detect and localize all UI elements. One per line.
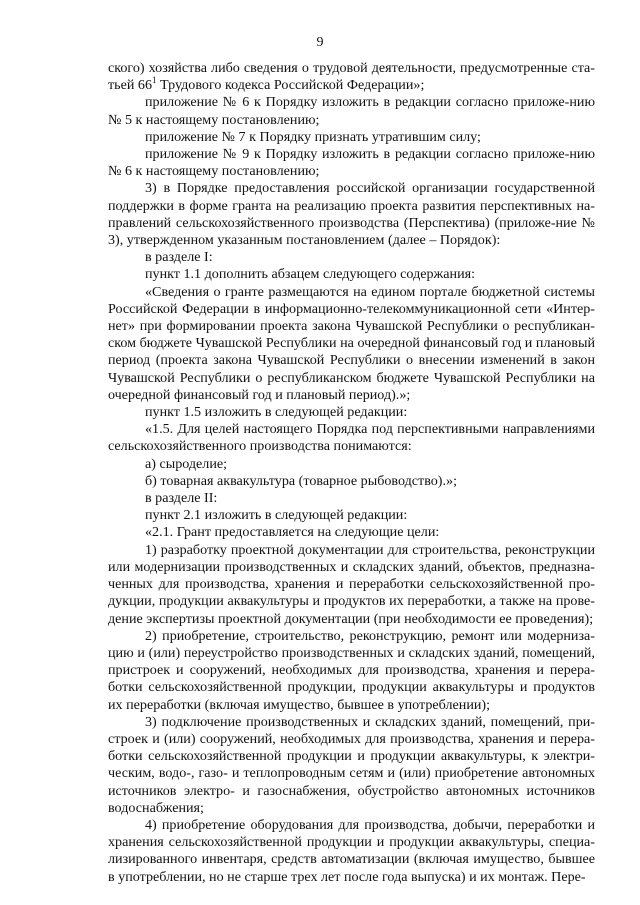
paragraph: пункт 1.5 изложить в следующей редакции: — [145, 404, 408, 421]
paragraph: «1.5. Для целей настоящего Порядка под перспективными направлениями сельскохозяйственного производства понимаются: — [108, 421, 595, 455]
paragraph: приложение № 7 к Порядку признать утратившим силу; — [145, 128, 481, 145]
paragraph: «Сведения о гранте размещаются на едином портале бюджетной системы Российской Федерации в информационно-телекоммуникационной сети «Интер-нет» при формировании проекта закона Чувашской Республики о республикан-ском бюджете Чувашской Республики на очередной финансовый год и плановый период (проекта закона Чувашской Республики о внесении изменений в закон Чувашской Республики о республиканском бюджете Чувашской Республики на очередной финансовый год и плановый период).»; — [108, 283, 595, 403]
paragraph-text: Трудового кодекса Российской Федерации»; — [156, 77, 425, 94]
paragraph: пункт 2.1 изложить в следующей редакции: — [145, 507, 408, 524]
paragraph: 3) подключение производственных и складских зданий, помещений, при-строек и (или) сооружений, необходимых для производства, хранения и перера-ботки сельскохозяйственной продукции и продукции аквакультуры, к электри-ческим, водо-, газо- и теплопроводным сетям и (или) приобретение автономных источников электро- и газоснабжения, обустройство автономных источников водоснабжения; — [108, 713, 595, 816]
paragraph: 2) приобретение, строительство, реконструкцию, ремонт или модерниза-цию и (или) переустройство производственных и складских зданий, помещений, пристроек и сооружений, необходимых для производства, хранения и перера-ботки сельскохозяйственной продукции, продукции аквакультуры и продуктов их переработки (включая имущество, бывшее в употреблении); — [108, 627, 595, 713]
paragraph: в разделе II: — [145, 490, 218, 507]
paragraph: пункт 1.1 дополнить абзацем следующего содержания: — [145, 266, 476, 283]
paragraph: в разделе I: — [145, 249, 213, 266]
paragraph: 1) разработку проектной документации для строительства, реконструкции или модернизации производственных и складских зданий, объектов, предназна-ченных для производства, хранения и переработки сельскохозяйственной про-дукции, продукции аквакультуры и продуктов их переработки, а также на прове-дение экспертизы проектной документации (при необходимости ее проведения); — [108, 541, 595, 627]
paragraph: 3) в Порядке предоставления российской организации государственной поддержки в форме гранта на реализацию проекта развития перспективных на-правлений сельскохозяйственного производства (Перспектива) (приложе-ние № 3), утвержденном указанным постановлением (далее – Порядок): — [108, 180, 595, 249]
paragraph: приложение № 6 к Порядку изложить в редакции согласно приложе-нию № 5 к настоящему постановлению; — [108, 94, 595, 128]
paragraph: «2.1. Грант предоставляется на следующие цели: — [145, 524, 440, 541]
paragraph-text: ского) хозяйства либо сведения о трудовой деятельности, предусмотренные ста-тьей 66 — [108, 60, 595, 94]
paragraph: приложение № 9 к Порядку изложить в редакции согласно приложе-нию № 6 к настоящему постановлению; — [108, 146, 595, 180]
paragraph — [108, 60, 595, 94]
paragraph: а) сыроделие; — [145, 455, 228, 472]
page-number: 9 — [316, 35, 324, 50]
document-body — [108, 60, 595, 886]
superscript: 1 — [152, 74, 157, 85]
paragraph: б) товарная аквакультура (товарное рыбоводство).»; — [145, 472, 457, 489]
paragraph: 4) приобретение оборудования для производства, добычи, переработки и хранения сельскохозяйственной продукции и продукции аквакультуры, специа-лизированного инвентаря, средств автоматизации (включая имущество, бывшее в употреблении, но не старше трех лет после года выпуска) и их монтаж. Пере- — [108, 816, 595, 885]
